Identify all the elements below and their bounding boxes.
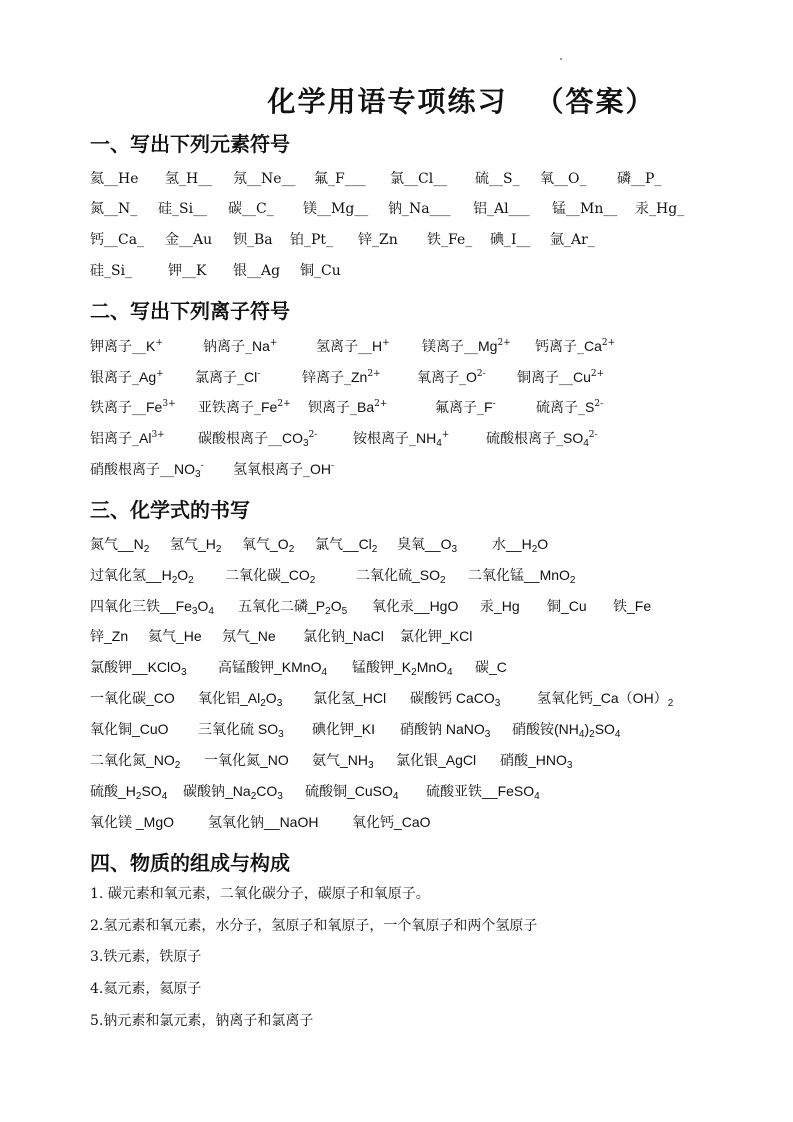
formula-row — [90, 656, 753, 678]
ion-name: 铵根离子_ — [353, 431, 416, 447]
element-answer: 镁__Mg__ — [303, 201, 369, 217]
ion-charge: 2+ — [367, 369, 381, 379]
ion-name: 银离子_ — [90, 370, 139, 386]
formula-answer: 一氧化氮_NO — [204, 752, 289, 768]
formula-answer: 过氧化氢$\_\_H_2O_2$ — [90, 567, 194, 586]
ion-answer — [316, 335, 390, 358]
ion-symbol: F — [484, 399, 493, 415]
formula-answer: 高锰酸钾_KMnO$_4$ — [218, 659, 328, 678]
ion-name: 锌离子_ — [302, 370, 351, 386]
formula-answer: 氯化钾_KCl — [400, 628, 473, 644]
formula-answer: 氯化钠_NaCl — [303, 628, 384, 644]
ion-symbol: Cu — [573, 369, 591, 385]
ion-charge: - — [492, 399, 496, 409]
formula-answer: 氢气$\_H_2$ — [170, 536, 222, 555]
ion-charge: 2+ — [590, 369, 605, 379]
element-answer: 钡_Ba — [233, 232, 273, 248]
formula-answer: 铁_Fe — [613, 598, 652, 614]
ion-row — [90, 396, 753, 418]
ion-name: 碳酸根离子__ — [198, 431, 282, 447]
ion-symbol: Ag — [139, 369, 157, 385]
ion-answer — [417, 366, 486, 389]
element-answer: 铁_Fe_ — [427, 232, 473, 248]
ion-symbol: Mg — [478, 338, 498, 354]
formula-answer: 硝酸$\_HNO_3$ — [500, 752, 573, 771]
formula-answer: 四氧化三铁$\_\_Fe_3O_4$ — [90, 598, 214, 617]
element-answer: 银__Ag — [233, 263, 281, 279]
ion-charge: 2- — [476, 369, 486, 379]
formula-answer: 硫酸铜_CuSO$_4$ — [305, 783, 399, 802]
formula-answer: 五氧化二磷$\_P_2O_5$ — [238, 598, 348, 617]
element-answer: 氦__He — [90, 171, 139, 187]
ion-answer — [90, 458, 204, 481]
element-answer: 氢_H__ — [165, 171, 213, 187]
ion-charge: + — [269, 338, 278, 348]
formula-answer: 氨气$\_NH_3$ — [312, 752, 374, 771]
ion-charge: - — [331, 461, 335, 471]
ion-answer — [233, 458, 334, 481]
element-answer: 碳__C_ — [228, 201, 274, 217]
ion-charge: 3+ — [162, 399, 176, 409]
formula-row — [90, 780, 753, 802]
formula-answer: 氢氧化钠__NaOH — [208, 814, 319, 830]
ion-charge: 2+ — [601, 338, 616, 348]
ion-symbol: Ca — [584, 338, 602, 354]
formula-answer: 碘化钾_KI — [312, 721, 376, 737]
ion-charge: - — [257, 369, 261, 379]
ion-symbol: Na — [252, 338, 270, 354]
ion-name: 氟离子_ — [435, 400, 484, 416]
ion-symbol: O — [466, 369, 477, 385]
formula-row — [90, 533, 753, 555]
ion-answer — [435, 396, 496, 419]
element-row — [90, 168, 753, 190]
ion-row — [90, 458, 753, 480]
formula-answer: 氮气$\_\_N_2$ — [90, 536, 150, 555]
ion-answer — [90, 427, 165, 450]
ion-answer — [308, 396, 387, 419]
title-suffix: （答案） — [535, 85, 656, 118]
ion-charge: 2- — [588, 430, 598, 440]
composition-answer: 4.氦元素，氦原子 — [90, 981, 202, 997]
ion-answer — [90, 396, 176, 419]
ion-symbol: H — [372, 338, 383, 354]
ion-charge: + — [156, 369, 164, 379]
formula-answer: 氧化铜_CuO — [90, 721, 169, 737]
ion-answer — [90, 335, 163, 358]
ion-name: 硫离子_ — [536, 400, 585, 416]
element-row — [90, 229, 753, 251]
element-answer: 氖__Ne__ — [233, 171, 296, 187]
formula-answer: 硝酸铵$(NH_4)_2SO_4$ — [512, 721, 621, 740]
ion-answer — [353, 427, 449, 450]
ion-name: 氢离子__ — [316, 339, 372, 355]
formula-answer: 氧气$\_O_2$ — [242, 536, 295, 555]
ion-symbol: Fe — [261, 399, 278, 415]
element-answer: 氧__O_ — [540, 171, 587, 187]
ion-symbol: OH — [310, 461, 331, 477]
ion-symbol: $NH_4$ — [416, 430, 442, 449]
formula-answer: 碳酸钠$\_Na_2CO_3$ — [183, 783, 283, 802]
formula-answer: 氯酸钾__KClO$_3$ — [90, 659, 187, 678]
formula-answer: 铜_Cu — [547, 598, 587, 614]
formula-answer: 氯化银_AgCl — [396, 752, 477, 768]
ion-name: 钾离子__ — [90, 339, 146, 355]
ion-charge: 2+ — [374, 399, 388, 409]
ion-charge: 2+ — [277, 399, 291, 409]
element-answer: 氟_F___ — [314, 171, 366, 187]
section-heading-ions: 二、写出下列离子符号 — [90, 299, 290, 323]
ion-name: 亚铁离子_ — [198, 400, 261, 416]
ion-charge: 2+ — [497, 338, 511, 348]
ion-name: 氧离子_ — [417, 370, 466, 386]
formula-row — [90, 718, 753, 740]
formula-row — [90, 625, 753, 647]
element-answer: 钾__K — [168, 263, 207, 279]
element-answer: 铝_Al___ — [473, 201, 530, 217]
ion-name: 铝离子_ — [90, 431, 139, 447]
formula-answer: 氯化氢_HCl — [313, 690, 387, 706]
ion-charge: + — [155, 338, 163, 348]
ion-charge: + — [382, 338, 390, 348]
formula-answer: 硫酸$\_H_2SO_4$ — [90, 783, 168, 802]
formula-answer: 二氧化锰__MnO$_2$ — [468, 567, 576, 586]
ion-name: 铁离子__ — [90, 400, 146, 416]
formula-answer: 二氧化氮$\_NO_2$ — [90, 752, 181, 771]
ion-charge: 2- — [594, 399, 604, 409]
formula-answer: 二氧化碳$\_CO_2$ — [225, 567, 316, 586]
element-answer: 氩_Ar_ — [550, 232, 595, 248]
composition-answer: 2.氢元素和氧元素，水分子，氢原子和氧原子，一个氧原子和两个氢原子 — [90, 918, 538, 934]
ion-name: 镁离子__ — [422, 339, 478, 355]
ion-row — [90, 335, 753, 357]
title-main: 化学用语专项练习 — [267, 85, 508, 118]
element-answer: 汞_Hg_ — [635, 201, 685, 217]
ion-charge: - — [200, 461, 204, 471]
formula-row — [90, 687, 753, 709]
formula-answer: 汞_Hg — [480, 598, 520, 614]
ion-answer — [486, 427, 598, 450]
formula-answer: 硝酸钠 NaNO$_3$ — [400, 721, 491, 740]
ion-answer — [302, 366, 381, 389]
element-answer: 铜_Cu — [300, 263, 341, 279]
formula-answer: 一氧化碳_CO — [90, 690, 175, 706]
ion-answer — [203, 335, 277, 358]
formula-answer: 臭氧$\_\_O_3$ — [397, 536, 458, 555]
ion-symbol: Al — [139, 430, 152, 446]
formula-answer: 氧化镁 _MgO — [90, 814, 175, 830]
ion-symbol: Fe — [146, 399, 163, 415]
element-answer: 钙__Ca_ — [90, 232, 145, 248]
ion-name: 钙离子_ — [535, 339, 584, 355]
ion-answer — [517, 366, 604, 389]
formula-answer: 锌_Zn — [90, 628, 129, 644]
ion-answer — [198, 427, 317, 450]
element-answer: 碘_I__ — [490, 232, 531, 248]
element-answer: 锌_Zn — [358, 232, 398, 248]
ion-symbol: $SO_4$ — [563, 430, 589, 449]
element-answer: 锰__Mn__ — [552, 201, 618, 217]
element-answer: 氮__N_ — [90, 201, 138, 217]
formula-answer: 氧化铝$\_Al_2O_3$ — [198, 690, 283, 709]
element-answer: 氯__Cl__ — [390, 171, 448, 187]
element-answer: 金__Au — [165, 232, 213, 248]
formula-answer: 氖气_Ne — [222, 628, 276, 644]
element-row — [90, 260, 753, 282]
formula-answer: 碳酸钙 CaCO$_3$ — [410, 690, 501, 709]
ion-symbol: Zn — [351, 369, 368, 385]
element-answer: 钠_Na___ — [388, 201, 451, 217]
formula-answer: 氦气_He — [148, 628, 202, 644]
formula-row — [90, 564, 753, 586]
ion-answer — [198, 396, 291, 419]
ion-row — [90, 427, 753, 449]
page-title — [0, 80, 793, 120]
element-answer: 铂_Pt_ — [290, 232, 334, 248]
composition-answer: 5.钠元素和氯元素，钠离子和氯离子 — [90, 1013, 314, 1029]
ion-symbol: K — [146, 338, 156, 354]
ion-name: 硝酸根离子__ — [90, 462, 174, 478]
formula-answer: 二氧化硫$\_SO_2$ — [356, 567, 446, 586]
ion-symbol: $CO_3$ — [282, 430, 309, 449]
ion-charge: 2- — [308, 430, 318, 440]
element-row — [90, 198, 753, 220]
formula-answer: 氧化钙_CaO — [352, 814, 431, 830]
formula-answer: 氧化汞__HgO — [372, 598, 459, 614]
formula-answer: 水$\_\_H_2O$ — [492, 536, 549, 555]
element-answer: 硅_Si_ — [90, 263, 133, 279]
ion-name: 氯离子_ — [195, 370, 244, 386]
composition-answer: 3.铁元素，铁原子 — [90, 949, 202, 965]
ion-name: 硫酸根离子_ — [486, 431, 563, 447]
formula-answer: 三氧化硫 $SO_3$ — [198, 721, 284, 740]
ion-answer — [535, 335, 615, 358]
ion-answer — [195, 366, 260, 389]
formula-answer: 硫酸亚铁__FeSO$_4$ — [426, 783, 540, 802]
ion-symbol: Cl — [244, 369, 258, 385]
ion-name: 钠离子_ — [203, 339, 252, 355]
element-answer: 硅_Si__ — [158, 201, 208, 217]
stray-dot — [560, 58, 562, 60]
formula-row — [90, 749, 753, 771]
ion-name: 钡离子_ — [308, 400, 357, 416]
formula-answer: 碳_C — [475, 659, 507, 675]
formula-row — [90, 595, 753, 617]
formula-answer: 锰酸钾$\_K_2MnO_4$ — [352, 659, 453, 678]
ion-symbol: S — [585, 399, 595, 415]
ion-answer — [422, 335, 511, 358]
section-heading-composition: 四、物质的组成与构成 — [90, 851, 290, 875]
ion-name: 铜离子__ — [517, 370, 573, 386]
formula-answer: 氢氧化钙$\_Ca(OH)_2$ — [537, 690, 674, 709]
composition-answer: 1. 碳元素和氧元素，二氧化碳分子，碳原子和氧原子。 — [90, 886, 430, 902]
ion-row — [90, 366, 753, 388]
formula-answer: 氯气$\_\_Cl_2$ — [315, 536, 378, 555]
element-answer: 硫__S_ — [475, 171, 520, 187]
ion-symbol: Ba — [357, 399, 375, 415]
ion-charge: + — [441, 430, 450, 440]
ion-name: 氢氧根离子_ — [233, 462, 310, 478]
ion-symbol: $NO_3$ — [174, 461, 201, 480]
ion-charge: 3+ — [151, 430, 165, 440]
formula-row — [90, 811, 753, 833]
element-answer: 磷__P_ — [617, 171, 662, 187]
ion-answer — [90, 366, 164, 389]
section-heading-formulas: 三、化学式的书写 — [90, 498, 250, 522]
section-heading-elements: 一、写出下列元素符号 — [90, 132, 290, 156]
ion-answer — [536, 396, 603, 419]
